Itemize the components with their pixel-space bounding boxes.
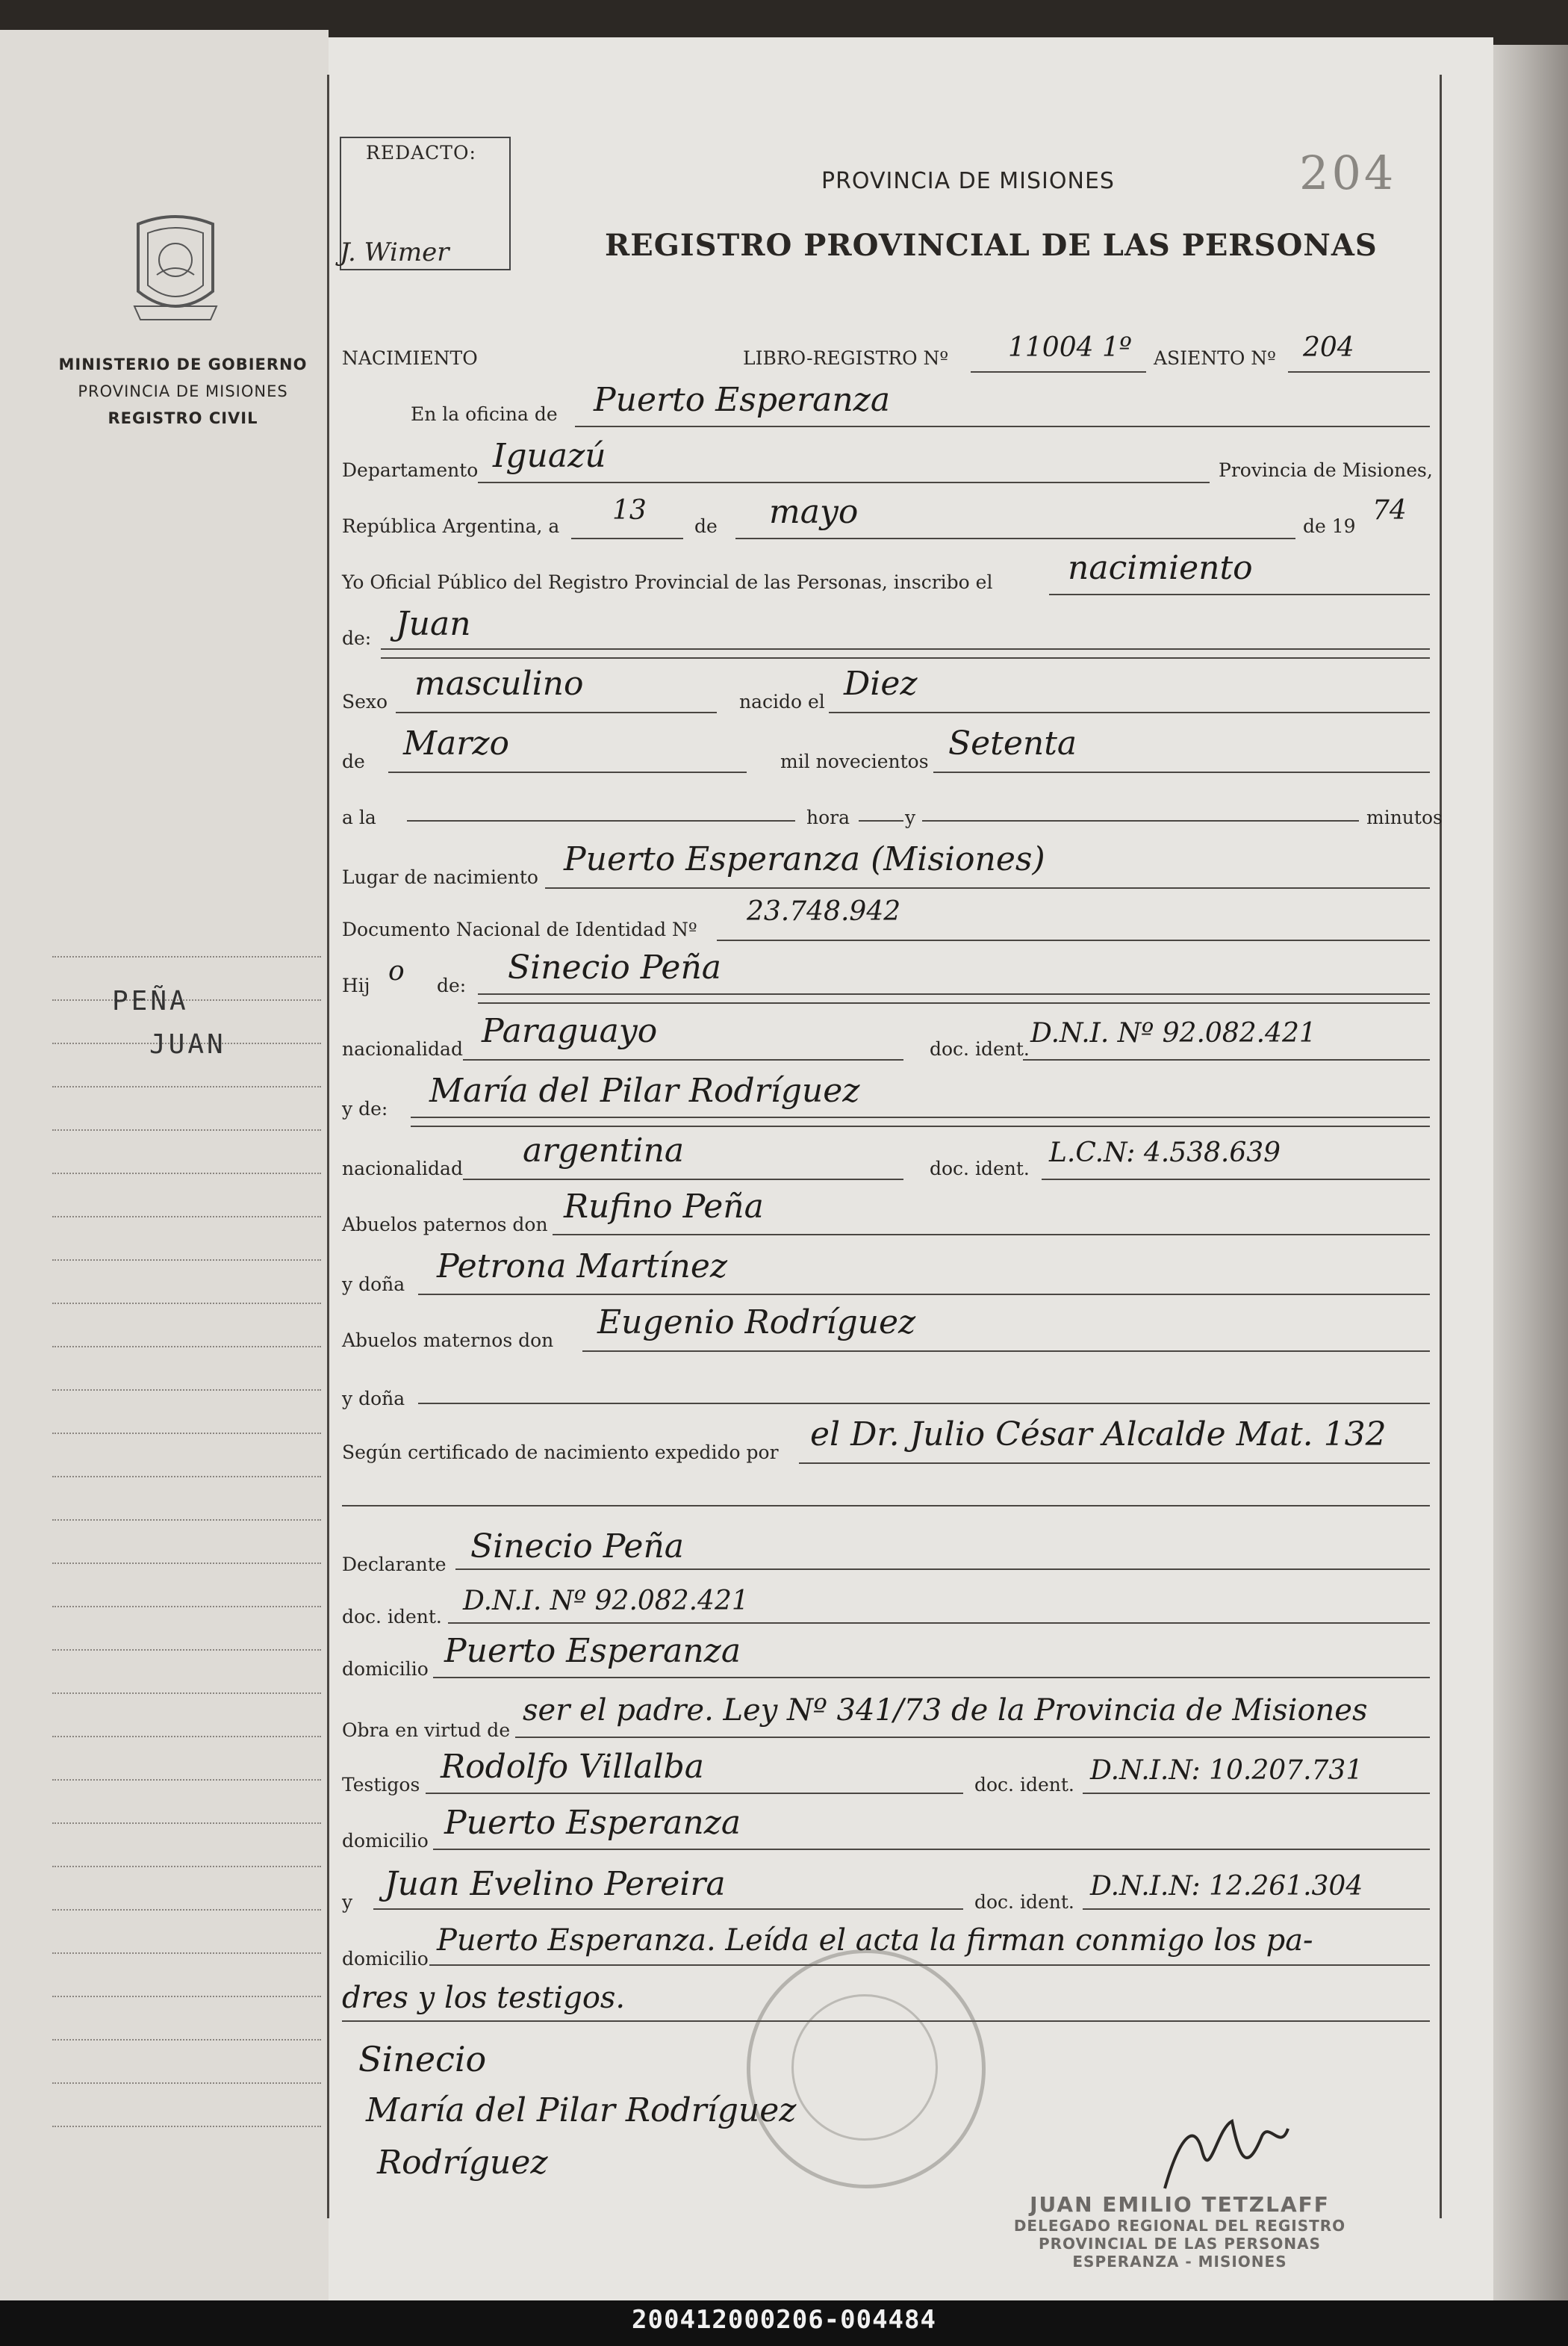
- nombre-line-2: [381, 657, 1430, 659]
- margin-line: [52, 2126, 321, 2127]
- asiento-label: ASIENTO Nº: [1154, 347, 1276, 369]
- libro-line: [971, 371, 1146, 373]
- abuelos-pat-label: Abuelos paternos don: [342, 1214, 548, 1235]
- inscribo-line: [1049, 594, 1430, 595]
- testigos-label: Testigos: [342, 1774, 420, 1796]
- official-stamp-inner: [791, 1994, 938, 2141]
- obra-line: [515, 1737, 1430, 1738]
- asiento-value: 204: [1303, 332, 1354, 363]
- lugar-value: Puerto Esperanza (Misiones): [564, 840, 1045, 878]
- margin-line: [52, 1519, 321, 1521]
- nacido-value: Diez: [844, 665, 918, 703]
- left-header: [45, 351, 321, 432]
- y-dona-pat-label: y doña: [342, 1273, 405, 1295]
- obra-label: Obra en virtud de: [342, 1719, 511, 1741]
- signature-father: Sinecio: [358, 2039, 487, 2079]
- margin-line: [52, 2082, 321, 2084]
- abuela-pat-line: [418, 1294, 1430, 1295]
- abuela-mat-line: [418, 1403, 1430, 1404]
- margin-line: [52, 1866, 321, 1867]
- margin-line: [52, 1086, 321, 1087]
- oficina-value: Puerto Esperanza: [594, 381, 891, 419]
- mes-line: [735, 538, 1295, 539]
- doc-padre-label: doc. ident.: [930, 1038, 1030, 1060]
- nac-padre-value: Paraguayo: [482, 1012, 658, 1050]
- nac-madre-line: [463, 1179, 903, 1180]
- y-testigo-label: y: [342, 1891, 353, 1913]
- libro-value: 11004 1º: [1008, 332, 1132, 363]
- margin-line: [52, 2039, 321, 2041]
- redacto-label: REDACTO:: [366, 142, 476, 164]
- a-la-line: [407, 820, 795, 822]
- testigo1-line: [426, 1793, 963, 1794]
- redacto-value: J. Wimer: [340, 238, 449, 267]
- doc-t2-value: D.N.I.N: 12.261.304: [1090, 1871, 1363, 1902]
- province-title: PROVINCIA DE MISIONES: [821, 168, 1115, 194]
- asiento-line: [1288, 371, 1430, 373]
- segun-label: Según certificado de nacimiento expedido por: [342, 1442, 779, 1463]
- margin-line: [52, 1822, 321, 1824]
- mil-label: mil novecientos: [780, 751, 929, 772]
- margin-line: [52, 1259, 321, 1261]
- nacido-line: [829, 712, 1430, 713]
- margin-line: [52, 956, 321, 958]
- madre-line: [411, 1117, 1430, 1118]
- de-colon-label: de:: [342, 627, 372, 649]
- abuelos-mat-label: Abuelos maternos don: [342, 1329, 554, 1351]
- declarante-value: Sinecio Peña: [470, 1527, 685, 1565]
- madre-value: María del Pilar Rodríguez: [429, 1072, 860, 1110]
- domicilio-line: [433, 1677, 1430, 1678]
- departamento-line: [478, 482, 1210, 483]
- oficina-label: En la oficina de: [411, 403, 558, 425]
- anio-nac-value: Setenta: [948, 724, 1077, 763]
- signature-mother: María del Pilar Rodríguez: [366, 2091, 797, 2129]
- margin-given-name: JUAN: [149, 1029, 226, 1060]
- domicilio-label: domicilio: [342, 1658, 429, 1680]
- doc-decl-line: [448, 1622, 1430, 1624]
- doc-madre-line: [1042, 1179, 1430, 1180]
- doc-decl-label: doc. ident.: [342, 1606, 442, 1627]
- hijo-value: o: [388, 956, 405, 987]
- y-dona-mat-label: y doña: [342, 1388, 405, 1409]
- doc-t1-label: doc. ident.: [974, 1774, 1074, 1796]
- margin-line: [52, 1476, 321, 1477]
- dia-value: 13: [612, 495, 647, 526]
- doc-t2-line: [1083, 1908, 1430, 1910]
- segun-value: el Dr. Julio César Alcalde Mat. 132: [810, 1415, 1387, 1453]
- mes-value: mayo: [769, 493, 859, 531]
- testigo2-value: Juan Evelino Pereira: [385, 1865, 726, 1903]
- right-rule: [1440, 75, 1442, 2218]
- doc-madre-value: L.C.N: 4.538.639: [1049, 1138, 1281, 1168]
- sexo-label: Sexo: [342, 691, 388, 713]
- segun-line: [799, 1462, 1430, 1464]
- nacido-label: nacido el: [739, 691, 825, 713]
- hijo-label: Hij: [342, 975, 370, 996]
- declarante-line: [455, 1568, 1430, 1570]
- doc-padre-value: D.N.I. Nº 92.082.421: [1030, 1018, 1316, 1049]
- padre-value: Sinecio Peña: [508, 949, 722, 987]
- y-label: y: [905, 807, 916, 828]
- margin-line: [52, 1692, 321, 1694]
- margin-line: [52, 1909, 321, 1911]
- declarante-label: Declarante: [342, 1554, 447, 1575]
- abuelo-pat-line: [553, 1234, 1430, 1235]
- doc-madre-label: doc. ident.: [930, 1158, 1030, 1179]
- nac-madre-value: argentina: [523, 1132, 685, 1170]
- padre-line: [478, 993, 1430, 995]
- abuela-pat-value: Petrona Martínez: [437, 1247, 728, 1285]
- dom-t1-value: Puerto Esperanza: [444, 1804, 741, 1842]
- departamento-label: Departamento: [342, 459, 479, 481]
- margin-line: [52, 1346, 321, 1347]
- page-stack-edge: [1493, 45, 1568, 2300]
- de-label: de: [694, 515, 718, 537]
- sexo-line: [396, 712, 717, 713]
- official-block: [986, 2192, 1374, 2271]
- abuelo-mat-line: [582, 1350, 1430, 1352]
- sexo-value: masculino: [414, 665, 584, 703]
- dom-t1-label: domicilio: [342, 1830, 429, 1852]
- dom-t2-label: domicilio: [342, 1948, 429, 1970]
- official-title-1: DELEGADO REGIONAL DEL REGISTRO: [1013, 2217, 1346, 2235]
- margin-line: [52, 1216, 321, 1217]
- page-number: 204: [1299, 146, 1397, 200]
- official-name: JUAN EMILIO TETZLAFF: [1030, 2192, 1330, 2217]
- margin-line: [52, 1173, 321, 1174]
- margin-line: [52, 1952, 321, 1954]
- testigo1-value: Rodolfo Villalba: [441, 1748, 705, 1786]
- oficial-label: Yo Oficial Público del Registro Provincial de las Personas, inscribo el: [342, 571, 993, 593]
- domicilio-value: Puerto Esperanza: [444, 1632, 741, 1670]
- departamento-value: Iguazú: [493, 437, 606, 475]
- nacionalidad-madre-label: nacionalidad: [342, 1158, 463, 1179]
- margin-line: [52, 1433, 321, 1434]
- de19-label: de 19: [1303, 515, 1356, 537]
- ministry-label: MINISTERIO DE GOBIERNO: [58, 356, 308, 373]
- libro-label: LIBRO-REGISTRO Nº: [743, 347, 949, 369]
- official-title-2: PROVINCIAL DE LAS PERSONAS: [1038, 2235, 1322, 2253]
- province-seal-icon: [127, 209, 224, 329]
- hora-line: [859, 820, 903, 822]
- margin-line: [52, 1779, 321, 1781]
- oficina-line: [575, 426, 1430, 427]
- nombre-line: [381, 648, 1430, 650]
- mes-nac-line: [388, 772, 747, 773]
- nacionalidad-padre-label: nacionalidad: [342, 1038, 463, 1060]
- republica-label: República Argentina, a: [342, 515, 560, 537]
- hora-label: hora: [806, 807, 850, 828]
- doc-padre-line: [1023, 1059, 1430, 1061]
- doc-decl-value: D.N.I. Nº 92.082.421: [463, 1586, 749, 1616]
- dom-t2-cont: dres y los testigos.: [342, 1981, 626, 2015]
- hijo-de-label: de:: [437, 975, 467, 996]
- lugar-line: [545, 887, 1430, 889]
- signature-witness: Rodríguez: [377, 2144, 548, 2182]
- anio-nac-line: [933, 772, 1430, 773]
- abuelo-pat-value: Rufino Peña: [564, 1188, 764, 1226]
- margin-line: [52, 1649, 321, 1651]
- margin-line: [52, 1303, 321, 1304]
- mes-nac-value: Marzo: [403, 724, 509, 763]
- segun-line-2: [342, 1505, 1430, 1506]
- dom-t1-line: [433, 1849, 1430, 1850]
- left-rule: [327, 75, 329, 2218]
- abuelo-mat-value: Eugenio Rodríguez: [597, 1303, 916, 1341]
- obra-value: ser el padre. Ley Nº 341/73 de la Provincia de Misiones: [523, 1693, 1368, 1728]
- doc-t1-value: D.N.I.N: 10.207.731: [1090, 1755, 1363, 1786]
- padre-line-2: [478, 1002, 1430, 1004]
- doc-t1-line: [1083, 1793, 1430, 1794]
- margin-line: [52, 1389, 321, 1391]
- margin-line: [52, 1563, 321, 1564]
- y-de-label: y de:: [342, 1098, 388, 1120]
- dom-t2-line: [429, 1964, 1430, 1966]
- doc-t2-label: doc. ident.: [974, 1891, 1074, 1913]
- madre-line-2: [411, 1126, 1430, 1127]
- margin-index: [52, 956, 321, 2188]
- margin-line: [52, 1129, 321, 1131]
- margin-line: [52, 1736, 321, 1737]
- official-title-3: ESPERANZA - MISIONES: [1072, 2253, 1287, 2271]
- margin-line: [52, 1606, 321, 1607]
- registry-title: REGISTRO PROVINCIAL DE LAS PERSONAS: [605, 228, 1378, 263]
- testigo2-line: [373, 1908, 963, 1910]
- margin-line: [52, 1996, 321, 1997]
- province-label: PROVINCIA DE MISIONES: [78, 382, 288, 400]
- nac-padre-line: [463, 1059, 903, 1061]
- minutos-line: [922, 820, 1359, 822]
- official-signature: [1150, 2106, 1299, 2203]
- a-la-label: a la: [342, 807, 376, 828]
- record-type: NACIMIENTO: [342, 347, 478, 369]
- lugar-label: Lugar de nacimiento: [342, 866, 538, 888]
- de-label-2: de: [342, 751, 365, 772]
- dia-line: [571, 538, 683, 539]
- footer-code: 200412000206-004484: [632, 2305, 936, 2335]
- nombre-value: Juan: [396, 605, 471, 643]
- documento-line: [717, 940, 1430, 941]
- inscribo-value: nacimiento: [1068, 549, 1253, 587]
- registry-label: REGISTRO CIVIL: [108, 409, 258, 427]
- documento-label: Documento Nacional de Identidad Nº: [342, 919, 697, 940]
- minutos-label: minutos: [1366, 807, 1443, 828]
- margin-surname: PEÑA: [112, 986, 189, 1017]
- anio-value: 74: [1372, 495, 1407, 526]
- provincia-suffix: Provincia de Misiones,: [1219, 459, 1433, 481]
- documento-value: 23.748.942: [747, 896, 901, 927]
- dom-t2-value: Puerto Esperanza. Leída el acta la firman conmigo los pa-: [437, 1923, 1313, 1958]
